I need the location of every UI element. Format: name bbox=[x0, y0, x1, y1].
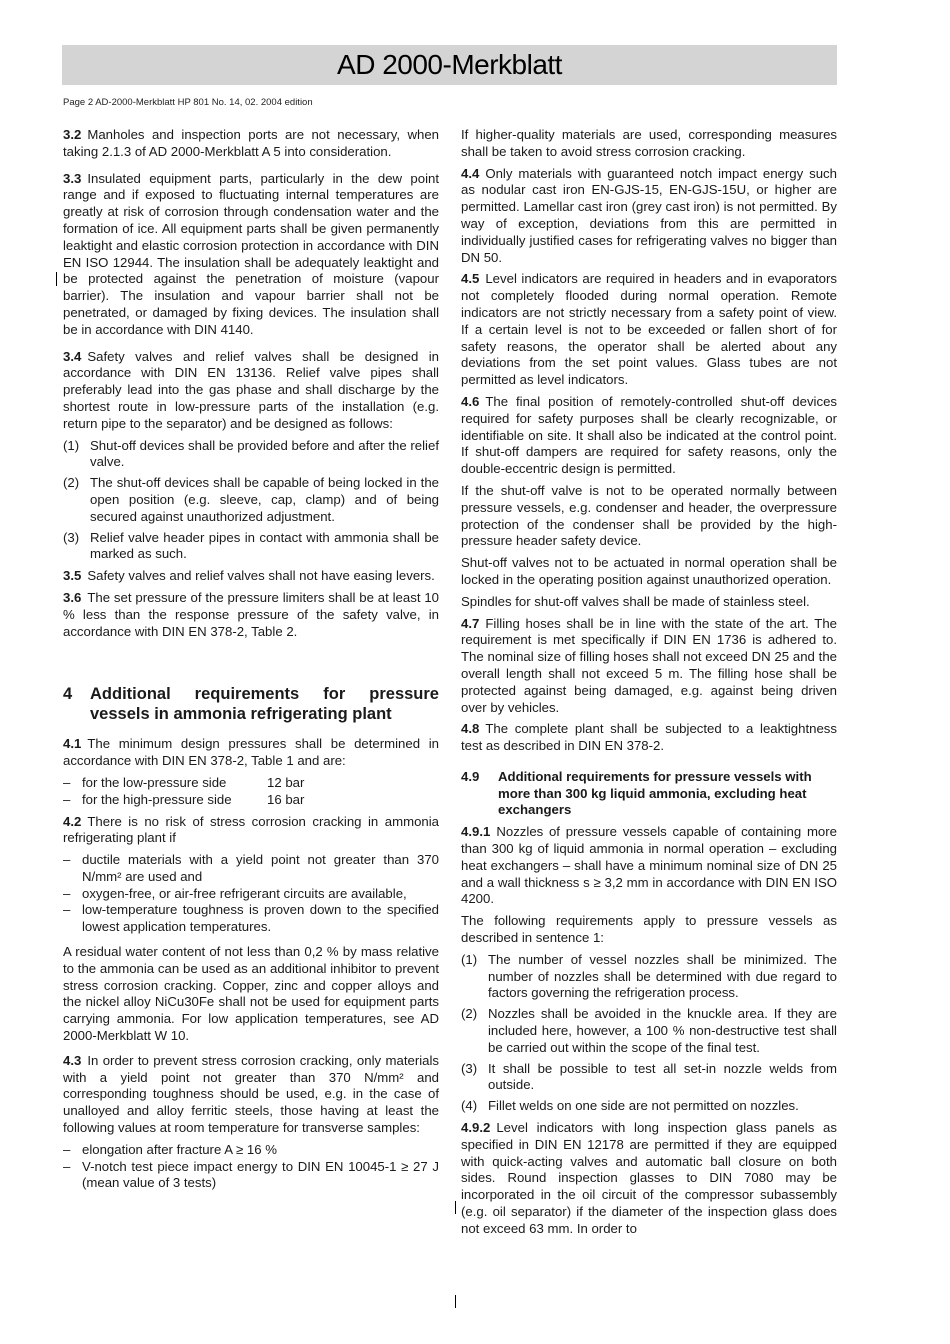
section-number: 4.4 bbox=[461, 165, 480, 181]
list-item bbox=[63, 775, 439, 792]
section-text: Safety valves and relief valves shall not have easing levers. bbox=[87, 568, 435, 584]
header-bar bbox=[62, 45, 837, 85]
nozzle-requirements-list bbox=[461, 952, 837, 1115]
list-marker: – bbox=[63, 902, 71, 918]
list-text: V-notch test piece impact energy to DIN EN 10045-1 ≥ 27 J (mean value of 3 tests) bbox=[82, 1158, 439, 1191]
section-number: 4.9.2 bbox=[461, 1120, 491, 1136]
list-item bbox=[63, 886, 439, 903]
list-item bbox=[63, 438, 439, 472]
list-item bbox=[461, 1006, 837, 1056]
section-number: 4.3 bbox=[63, 1052, 82, 1068]
section-number: 3.4 bbox=[63, 348, 82, 364]
section-4-4 bbox=[461, 166, 837, 267]
section-3-6 bbox=[63, 590, 439, 640]
page-reference: Page 2 AD-2000-Merkblatt HP 801 No. 14, 02. 2004 edition bbox=[63, 97, 313, 108]
right-column bbox=[461, 127, 837, 1243]
section-4-6 bbox=[461, 394, 837, 478]
list-text: Nozzles shall be avoided in the knuckle area. If they are included here, however, a 100 % non-destructive test shall be carried out within the scope of the final test. bbox=[488, 1006, 837, 1055]
section-4-heading bbox=[63, 684, 439, 724]
pressure-value: 16 bar bbox=[267, 791, 305, 807]
section-text: The final position of remotely-controlled shut-off devices required for safety purposes shall be clearly recognizable, or identifiable on site. It shall also be indicated at the control point. If shut-off dampers are required for safety reasons, only the double-eccentric design is permitted. bbox=[461, 393, 837, 477]
section-4-7 bbox=[461, 616, 837, 717]
section-number: 4 bbox=[63, 685, 73, 704]
list-marker: (4) bbox=[461, 1098, 478, 1114]
pressure-side-label: for the high-pressure side bbox=[82, 791, 232, 807]
list-text: low-temperature toughness is proven down to the specified lowest application temperatures. bbox=[82, 902, 439, 935]
change-bar bbox=[56, 272, 57, 286]
section-text: Level indicators with long inspection glass panels as specified in DIN EN 12178 are permitted if they are equipped with quick-acting valves and automatic ball closure on both sides. Round inspection glasses to DIN 7080 may be incorporated in the oil circuit of the compressor subassembly (e.g. oil separator) if the diameter of the inspection glass does not exceed 63 mm. In order to bbox=[461, 1120, 837, 1236]
section-4-9-heading bbox=[461, 769, 837, 819]
change-bar bbox=[455, 1201, 456, 1214]
section-text: Safety valves and relief valves shall be designed in accordance with DIN EN 13136. Relief valve pipes shall preferably lead into the gas phase and shall discharge by the shortest route in low-pressure parts of the installation (e.g. return pipe to the separator) and be designed as follows: bbox=[63, 348, 439, 431]
section-3-2 bbox=[63, 127, 439, 161]
section-text: Only materials with guaranteed notch impact energy such as nodular cast iron EN-GJS-15, EN-GJS-15U, or higher are permitted. Lamellar cast iron (grey cast iron) is not permitted. By way of exception, deviations from this are permitted in individually justified cases for refrigerating valves no bigger than DN 50. bbox=[461, 165, 837, 265]
section-3-4 bbox=[63, 349, 439, 433]
left-column bbox=[63, 127, 439, 1197]
section-text: In order to prevent stress corrosion cracking, only materials with a yield point not greater than 370 N/mm² and corresponding toughness should be used, e.g. in the case of unalloyed and alloy ferritic steels, those having at least the following values at room temperature for transverse samples: bbox=[63, 1052, 439, 1136]
list-marker: (3) bbox=[461, 1060, 478, 1076]
section-3-5 bbox=[63, 568, 439, 585]
section-number: 3.6 bbox=[63, 589, 82, 605]
section-text: The minimum design pressures shall be determined in accordance with DIN EN 378-2, Table 1 and are: bbox=[63, 736, 439, 769]
relief-valve-list bbox=[63, 438, 439, 564]
section-text: Level indicators are required in headers and in evaporators not completely flooded during normal operation. Remote indicators are not strictly necessary from a safety point of view. If a certain level is not to be exceeded or fallen short of for safety reasons, the operator shall be alerted about any deviations from the set point values. Glass tubes are not permitted as level indicators. bbox=[461, 271, 837, 388]
list-marker: (1) bbox=[461, 951, 478, 967]
list-text: Shut-off devices shall be provided before and after the relief valve. bbox=[90, 437, 439, 470]
change-bar bbox=[455, 1295, 456, 1308]
section-4-3 bbox=[63, 1053, 439, 1137]
section-text: Filling hoses shall be in line with the state of the art. The requirement is met specifically if DIN EN 1736 is adhered to. The nominal size of filling hoses shall not exceed DN 25 and the overall length shall not exceed 5 m. The filling hose shall be protected against being damaged, e.g. against being driven over by vehicles. bbox=[461, 615, 837, 715]
section-title: Additional requirements for pressure vessels in ammonia refrigerating plant bbox=[90, 685, 439, 724]
list-text: Fillet welds on one side are not permitted on nozzles. bbox=[488, 1098, 799, 1114]
list-marker: – bbox=[63, 1141, 71, 1157]
list-text: The shut-off devices shall be capable of being locked in the open position (e.g. sleeve, cap, clamp) and of being secured against unauthorized adjustment. bbox=[90, 475, 439, 524]
list-item bbox=[63, 792, 439, 809]
list-text: Relief valve header pipes in contact with ammonia shall be marked as such. bbox=[90, 529, 439, 562]
list-item bbox=[63, 852, 439, 886]
section-text: There is no risk of stress corrosion cracking in ammonia refrigerating plant if bbox=[63, 813, 439, 846]
section-number: 3.3 bbox=[63, 170, 82, 186]
section-number: 4.6 bbox=[461, 393, 480, 409]
list-item bbox=[63, 1159, 439, 1193]
list-marker: – bbox=[63, 774, 71, 790]
list-text: ductile materials with a yield point not greater than 370 N/mm² are used and bbox=[82, 852, 439, 884]
section-number: 4.8 bbox=[461, 721, 480, 737]
section-text: Nozzles of pressure vessels capable of containing more than 300 kg of liquid ammonia in normal operation – excluding heat exchangers – shall have a minimum nominal size of DN 25 and a wall thickness s ≥ 3,2 mm in accordance with DIN EN ISO 4200. bbox=[461, 824, 837, 907]
corrosion-conditions-list bbox=[63, 852, 439, 936]
section-number: 3.2 bbox=[63, 127, 82, 142]
list-item bbox=[63, 1142, 439, 1159]
design-pressure-list bbox=[63, 775, 439, 809]
section-4-6-paragraph: Shut-off valves not to be actuated in normal operation shall be locked in the operating position against unauthorized operation. bbox=[461, 555, 837, 587]
section-4-6-paragraph: If the shut-off valve is not to be operated normally between pressure vessels, e.g. condenser and header, the overpressure protection of the condenser shall be provided by the high-pressure header safety device. bbox=[461, 482, 837, 549]
list-item bbox=[63, 475, 439, 525]
section-number: 4.1 bbox=[63, 736, 82, 752]
section-4-8 bbox=[461, 721, 837, 755]
list-text: The number of vessel nozzles shall be minimized. The number of nozzles shall be determined with due regard to factors governing the refrigeration process. bbox=[488, 951, 837, 1001]
list-item bbox=[461, 952, 837, 1002]
list-item bbox=[461, 1098, 837, 1115]
section-text: Manholes and inspection ports are not necessary, when taking 2.1.3 of AD 2000-Merkblatt A 5 into consideration. bbox=[63, 127, 439, 159]
section-title: Additional requirements for pressure vessels with more than 300 kg liquid ammonia, excluding heat exchangers bbox=[498, 768, 812, 818]
section-number: 4.9.1 bbox=[461, 824, 491, 840]
section-4-3-continued: If higher-quality materials are used, corresponding measures shall be taken to avoid stress corrosion cracking. bbox=[461, 127, 837, 159]
list-marker: (1) bbox=[63, 437, 80, 453]
list-marker: (2) bbox=[63, 475, 80, 491]
list-text: It shall be possible to test all set-in nozzle welds from outside. bbox=[488, 1060, 837, 1093]
pressure-side-label: for the low-pressure side bbox=[82, 774, 227, 790]
section-number: 4.9 bbox=[461, 768, 480, 784]
section-3-3 bbox=[63, 171, 439, 339]
pressure-value: 12 bar bbox=[267, 774, 305, 790]
list-item bbox=[461, 1061, 837, 1095]
section-text: The complete plant shall be subjected to a leaktightness test as described in DIN EN 378-2. bbox=[461, 721, 837, 754]
section-4-2-continued: A residual water content of not less than 0,2 % by mass relative to the ammonia can be used as an additional inhibitor to prevent stress corrosion cracking. Copper, zinc and copper alloys and the nickel alloy NiCu30Fe shall not be used for equipment parts carrying ammonia. For low application temperatures, see AD 2000-Merkblatt W 10. bbox=[63, 944, 439, 1044]
section-number: 4.7 bbox=[461, 615, 480, 631]
section-4-6-paragraph: Spindles for shut-off valves shall be made of stainless steel. bbox=[461, 593, 810, 609]
list-marker: – bbox=[63, 852, 71, 868]
material-values-list bbox=[63, 1142, 439, 1192]
document-title: AD 2000-Merkblatt bbox=[337, 49, 562, 80]
section-4-2 bbox=[63, 814, 439, 848]
list-text: oxygen-free, or air-free refrigerant circuits are available, bbox=[82, 885, 407, 901]
section-number: 4.2 bbox=[63, 813, 82, 829]
section-4-9-2 bbox=[461, 1120, 837, 1238]
list-marker: (3) bbox=[63, 529, 80, 545]
list-marker: – bbox=[63, 791, 71, 807]
list-marker: (2) bbox=[461, 1006, 478, 1022]
list-item bbox=[63, 530, 439, 564]
section-4-5 bbox=[461, 271, 837, 389]
list-text: elongation after fracture A ≥ 16 % bbox=[82, 1141, 277, 1157]
list-marker: – bbox=[63, 1158, 71, 1174]
section-4-9-1 bbox=[461, 824, 837, 908]
list-marker: – bbox=[63, 885, 71, 901]
section-4-9-1-paragraph: The following requirements apply to pressure vessels as described in sentence 1: bbox=[461, 913, 837, 946]
section-text: Insulated equipment parts, particularly in the dew point range and if exposed to fluctuating internal temperatures are greatly at risk of corrosion through condensation water and the formation of ice. All equipment parts shall be given permanently leaktight and elastic corrosion protection in accordance with DIN EN ISO 12944. The insulation shall be adequately leaktight and be protected against the penetration of moisture (vapour barrier). The insulation and vapour barrier shall not be penetrated, or damaged by fixing devices. The insulation shall be in accordance with DIN 4140. bbox=[63, 170, 439, 337]
section-text: The set pressure of the pressure limiters shall be at least 10 % less than the response pressure of the safety valve, in accordance with DIN EN 378-2, Table 2. bbox=[63, 589, 439, 639]
section-4-1 bbox=[63, 736, 439, 770]
section-number: 3.5 bbox=[63, 568, 82, 584]
list-item bbox=[63, 902, 439, 936]
section-number: 4.5 bbox=[461, 271, 480, 287]
